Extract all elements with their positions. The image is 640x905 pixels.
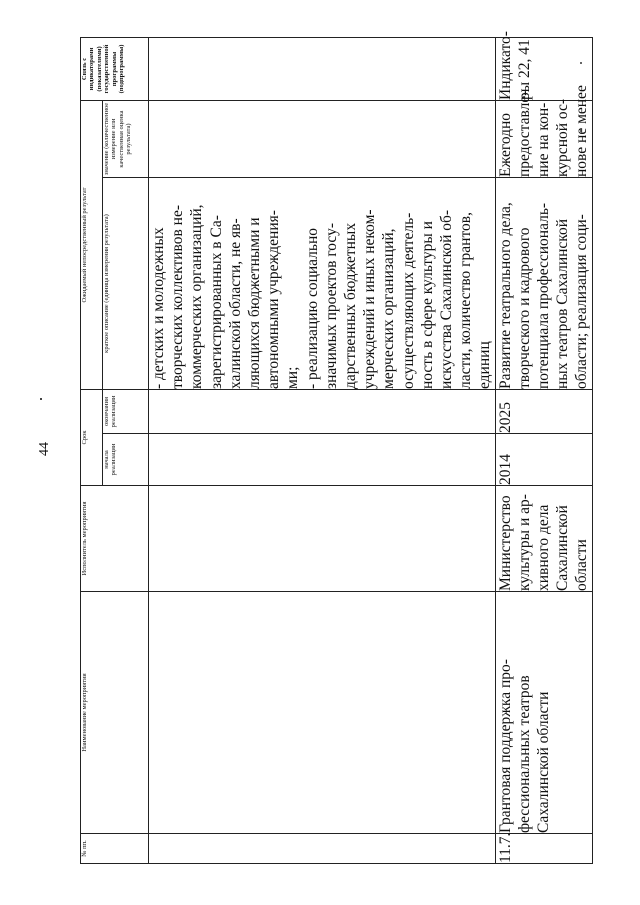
text-line: халинской области, не яв- — [226, 218, 244, 389]
text-line: автономными учреждения- — [265, 210, 283, 389]
text-line: Развитие театрального дела, — [496, 202, 514, 389]
cell-executor — [149, 486, 496, 592]
cell-start — [149, 434, 496, 486]
text-line: Индикато- — [496, 31, 514, 100]
cell-num — [495, 834, 592, 864]
text-line: нове не менее — [573, 85, 591, 177]
rotated-table — [80, 31, 591, 864]
header-result-desc: краткое описание (единица измерения результата) — [103, 178, 149, 390]
text-line: Грантовая поддержка про- — [496, 659, 514, 833]
text-line: Ежегодно — [496, 112, 514, 177]
cell-result-desc — [495, 178, 592, 390]
scan-dot — [40, 398, 42, 400]
text-line: Сахалинской области — [535, 691, 553, 833]
text-line: ных театров Сахалинской — [554, 218, 572, 389]
text-line: предоставле- — [515, 90, 533, 177]
cell-result-value — [149, 101, 496, 178]
table-row — [495, 38, 592, 864]
header-term-start: начала реализации — [103, 434, 149, 486]
header-term-end: окончания реализации — [103, 390, 149, 434]
text-line: ми; — [284, 366, 302, 389]
text-line: коммерческих организаций, — [188, 204, 206, 389]
cell-num — [149, 834, 496, 864]
header-link: Связь с индикаторами (показателями) государственной программы (подпрограммы) — [81, 38, 149, 101]
text-line: Министерство — [496, 495, 514, 591]
result-value-text — [496, 85, 592, 177]
header-num: № пп. — [81, 834, 149, 864]
text-line: осуществляющих деятель- — [399, 212, 417, 389]
header-result-value: значение (количественное измерение или качественная оценка результата) — [103, 101, 149, 178]
text-line: ние на кон- — [535, 102, 553, 177]
table-row — [149, 38, 496, 864]
text-line: творческого и кадрового — [515, 227, 533, 389]
text-line: - детских и молодежных — [150, 227, 167, 389]
cell-start — [495, 434, 592, 486]
text-line: ляющихся бюджетными и — [246, 217, 264, 389]
start-year: 2014 — [496, 454, 514, 485]
header-executor: Исполнитель мероприятия — [81, 486, 149, 592]
result-desc-text — [496, 178, 592, 389]
text-line: значимых проектов госу- — [322, 222, 340, 389]
cell-end — [149, 390, 496, 434]
measure-name — [496, 592, 554, 833]
cell-result-value — [495, 85, 592, 178]
text-line: - реализацию социально — [303, 227, 321, 389]
header-result: Ожидаемый непосредственный результат — [81, 101, 103, 390]
text-line: хивного дела — [535, 504, 553, 591]
text-line: курсной ос- — [554, 98, 572, 177]
text-line: фессиональных театров — [515, 675, 533, 833]
text-line: Сахалинской — [554, 505, 572, 591]
cell-result-desc — [149, 178, 496, 390]
program-table — [80, 31, 593, 864]
text-line: области — [573, 539, 591, 591]
text-line: области; реализация соци- — [573, 214, 591, 389]
text-line: дарственных бюджетных — [342, 222, 360, 389]
indicator-link-text — [496, 31, 534, 100]
text-line: ласти, количество грантов, — [457, 212, 475, 389]
end-year: 2025 — [496, 402, 514, 433]
text-line: ры 22, 41 — [515, 39, 533, 100]
text-line: искусства Сахалинской об- — [438, 209, 456, 389]
text-line: зарегистрированных в Са- — [207, 215, 225, 389]
row-number: 11.7. — [496, 832, 514, 863]
result-desc-text — [149, 178, 495, 389]
cell-name — [149, 592, 496, 834]
text-line: творческих коллективов не- — [169, 204, 187, 389]
text-line: ность в сфере культуры и — [418, 221, 436, 389]
text-line: мерческих организаций, — [380, 228, 398, 389]
header-term: Срок — [81, 390, 103, 486]
cell-executor — [495, 486, 592, 592]
rotated-table-frame — [80, 31, 591, 864]
cell-link — [149, 38, 496, 101]
cell-end — [495, 390, 592, 434]
text-line: учреждений и иных неком- — [361, 209, 379, 389]
text-line: культуры и ар- — [515, 494, 533, 591]
page-number: 44 — [37, 442, 52, 456]
text-line: единиц — [476, 341, 494, 389]
executor-name — [496, 486, 592, 591]
header-name: Наименование мероприятия — [81, 592, 149, 834]
cell-name — [495, 592, 592, 834]
text-line: потенциала профессиональ- — [535, 202, 553, 389]
